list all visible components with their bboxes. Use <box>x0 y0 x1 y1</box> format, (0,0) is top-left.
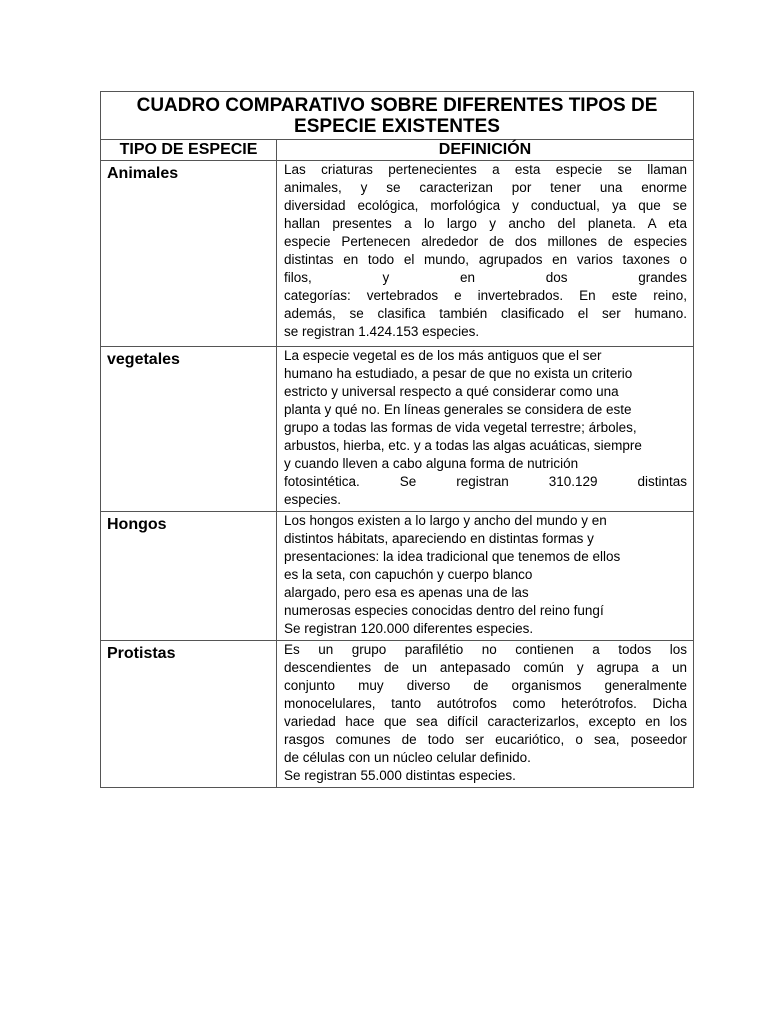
definition-line: presentaciones: la idea tradicional que tenemos de ellos <box>284 549 621 564</box>
definition-line: alargado, pero esa es apenas una de las <box>284 585 529 600</box>
table-row-animales <box>101 161 694 347</box>
species-type: Protistas <box>101 641 277 788</box>
species-definition <box>277 512 694 641</box>
definition-line: monocelulares, tanto autótrofos como heterótrofos. Dicha <box>284 696 687 711</box>
definition-line: La especie vegetal es de los más antiguos que el ser <box>284 348 602 363</box>
definition-line: se registran 1.424.153 especies. <box>284 324 480 339</box>
table-title <box>101 92 694 140</box>
definition-line: grupo a todas las formas de vida vegetal terrestre; árboles, <box>284 420 637 435</box>
definition-line: Es un grupo parafilétio no contienen a todos los <box>284 642 687 657</box>
species-definition <box>277 347 694 512</box>
table-row-hongos <box>101 512 694 641</box>
definition-line: Los hongos existen a lo largo y ancho del mundo y en <box>284 513 607 528</box>
definition-line: humano ha estudiado, a pesar de que no exista un criterio <box>284 366 633 381</box>
definition-line: distintas en todo el mundo, agrupados en varios taxones o <box>284 252 687 267</box>
comparison-table <box>100 91 694 788</box>
species-type: Animales <box>101 161 277 347</box>
definition-line: diversidad ecológica, morfológica y conductual, ya que se <box>284 198 687 213</box>
definition-line: animales, y se caracterizan por tener una enorme <box>284 180 687 195</box>
definition-line: descendientes de un antepasado común y agrupa a un <box>284 660 687 675</box>
definition-line: especie Pertenecen alrededor de dos millones de especies <box>284 234 687 249</box>
species-definition <box>277 641 694 788</box>
definition-line: especies. <box>284 492 342 507</box>
species-type: Hongos <box>101 512 277 641</box>
table-row-protistas <box>101 641 694 788</box>
definition-line: es la seta, con capuchón y cuerpo blanco <box>284 567 533 582</box>
definition-line: fotosintética. Se registran 310.129 distintas <box>284 474 687 489</box>
title-row <box>101 92 694 140</box>
definition-line: arbustos, hierba, etc. y a todas las algas acuáticas, siempre <box>284 438 642 453</box>
definition-line: y cuando lleven a cabo alguna forma de nutrición <box>284 456 579 471</box>
definition-line: numerosas especies conocidas dentro del reino fungí <box>284 603 604 618</box>
definition-line: variedad hace que sea difícil caracterizarlos, excepto en los <box>284 714 687 729</box>
column-header-type: TIPO DE ESPECIE <box>101 140 277 161</box>
definition-line: hallan presentes a lo largo y ancho del planeta. A eta <box>284 216 687 231</box>
column-header-definition: DEFINICIÓN <box>277 140 694 161</box>
definition-line: rasgos comunes de todo ser eucariótico, o sea, poseedor <box>284 732 687 747</box>
species-type: vegetales <box>101 347 277 512</box>
definition-line: distintos hábitats, apareciendo en distintas formas y <box>284 531 594 546</box>
definition-line: Se registran 55.000 distintas especies. <box>284 768 516 783</box>
definition-line: filos, y en dos grandes <box>284 270 687 285</box>
definition-line: Se registran 120.000 diferentes especies. <box>284 621 534 636</box>
definition-line: categorías: vertebrados e invertebrados. En este reino, <box>284 288 687 303</box>
species-definition <box>277 161 694 347</box>
definition-line: estricto y universal respecto a qué considerar como una <box>284 384 619 399</box>
definition-line: Las criaturas pertenecientes a esta especie se llaman <box>284 162 687 177</box>
header-row <box>101 140 694 161</box>
definition-line: planta y qué no. En líneas generales se considera de este <box>284 402 632 417</box>
title-line-1: CUADRO COMPARATIVO SOBRE DIFERENTES TIPOS DE <box>136 95 658 116</box>
definition-line: de células con un núcleo celular definido. <box>284 750 531 765</box>
definition-line: conjunto muy diverso de organismos generalmente <box>284 678 687 693</box>
definition-line: además, se clasifica también clasificado el ser humano. <box>284 306 687 321</box>
title-line-2: ESPECIE EXISTENTES <box>294 116 500 137</box>
table-row-vegetales <box>101 347 694 512</box>
